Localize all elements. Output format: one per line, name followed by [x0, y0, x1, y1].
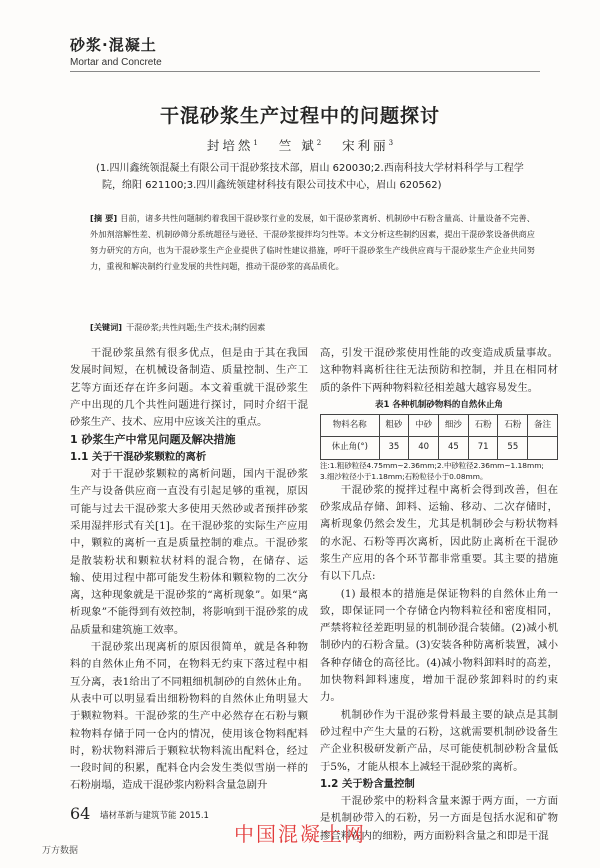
table-header-row — [321, 415, 558, 437]
author-name: 封培然 — [206, 138, 254, 153]
table-header-cell: 中砂 — [409, 415, 439, 437]
table-header-cell: 细沙 — [439, 415, 469, 437]
table-cell: 71 — [468, 437, 498, 459]
table-note — [320, 460, 558, 482]
page-number: 64 — [70, 804, 91, 823]
watermark: 中国混凝土网 — [234, 822, 366, 846]
section-tag: 砂浆·混凝土 — [70, 36, 157, 54]
paragraph: 高，引发干混砂浆使用性能的改变造成质量事故。这种物料离析往往无法预防和控制，并且在相同材质的条件下两种物料粒径相差越大越容易发生。 — [320, 347, 558, 394]
journal-name: 墙材革新与建筑节能 2015.1 — [100, 811, 209, 821]
table-header-cell: 物料名称 — [321, 415, 380, 437]
table-cell: 55 — [498, 437, 528, 459]
section-subtitle: Mortar and Concrete — [70, 57, 162, 68]
left-column — [70, 345, 308, 795]
subsection-heading: 1.1 关于干混砂浆颗粒的离析 — [70, 450, 207, 463]
paragraph: 对于干混砂浆颗粒的离析问题，国内干混砂浆生产与设备供应商一直没有引起足够的重视，原因可能与过去干混砂浆大多使用天然砂或者预拌砂浆采用湿拌形式有关[1]。在干混砂浆的实际生产应用中，颗粒的离析一直是质量控制的难点。干混砂浆是散装粉状和颗粒状材料的混合物，在储存、运输、使用过程中都可能发生粉体和颗粒物的二次分离，这种现象就是干混砂浆的“离析现象”。如果“离析现象”不能得到有效控制，将影响到干混砂浆的成品质量和建筑施工效率。 — [70, 468, 308, 636]
table-header-cell: 石粉 — [498, 415, 528, 437]
keywords-text: 干混砂浆;共性问题;生产技术;制约因素 — [126, 322, 266, 332]
author-sup: 3 — [388, 138, 394, 147]
paragraph: 机制砂作为干混砂浆骨料最主要的缺点是其制砂过程中产生大量的石粉，这就需要机制砂设备生产企业积极研发新产品，尽可能使机制砂粉含量低于5%，才能从根本上减轻干混砂浆的离析。 — [320, 708, 558, 773]
keywords-label: [关键词] — [90, 322, 123, 332]
affiliation: (1.四川鑫统领混凝土有限公司干混砂浆技术部，眉山 620030;2.西南科技大学材料科学与工程学院，绵阳 621100;3.四川鑫统领建材科技有限公司技术中心，眉山 620562) — [96, 163, 524, 191]
paragraph: (1) 最根本的措施是保证物料的自然休止角一致，即保证同一个存储仓内物料粒径和密度相同，严禁将粒径差距明显的机制砂混合装储。(2)减小机制砂内的石粉含量。(3)安装各种防离析装置，减小各种存储仓的高径比。(4)减小物料卸料时的高差，加快物料卸料速度，增加干混砂浆卸料时的约束力。 — [320, 587, 558, 704]
keywords — [90, 322, 535, 333]
paragraph: 干混砂浆的搅拌过程中离析会得到改善，但在砂浆成品存储、卸料、运输、移动、二次存储时，离析现象仍然会发生，尤其是机制砂会与粉状物料的水泥、石粉等再次离析，因此防止离析在干混砂浆生产应用的各个环节都非常重要。其主要的措施有以下几点: — [320, 483, 558, 583]
header-rule — [70, 71, 540, 72]
abstract-label: [摘 要] — [90, 213, 118, 223]
author-line — [0, 136, 600, 154]
table-note-line: 3.细沙粒径小于1.18mm;石粉粒径小于0.08mm。 — [320, 471, 488, 481]
paragraph: 干混砂浆虽然有很多优点，但是由于其在我国发展时间短，在机械设备制造、质量控制、生产工艺等方面还存在许多问题。本文着重就干混砂浆生产中出现的几个共性问题进行探讨，同时介绍干混砂浆生产、技术、应用中应该关注的重点。 — [70, 347, 308, 429]
author-sup: 1 — [253, 138, 258, 147]
table-cell: 40 — [409, 437, 439, 459]
table-cell-empty — [528, 437, 558, 459]
paragraph: 干混砂浆中的粉料含量来源于两方面，一方面是机制砂带入的石粉，另一方面是包括水泥和矿物掺合料在内的细粉，两方面粉料含量之和即是干混 — [320, 795, 558, 842]
article-title: 干混砂浆生产过程中的问题探讨 — [159, 105, 440, 127]
data-table — [320, 414, 558, 460]
table-header-cell: 石粉 — [468, 415, 498, 437]
table-note-line: 注:1.粗砂粒径4.75mm~2.36mm;2.中砂粒径2.36mm~1.18mm; — [320, 460, 544, 470]
author-sup: 2 — [316, 138, 322, 147]
abstract-text: 目前，诸多共性问题制约着我国干混砂浆行业的发展，如干混砂浆离析、机制砂中石粉含量高、计量设备不完善、外加剂溶解性差、机制砂筛分系统超径与逊径、干混砂浆搅拌均匀性等。本文分析这些制约因素，提出干混砂浆设备供商应努力研究的方向，也为干混砂浆生产企业提供了临时性建议措施，呼吁干混砂浆生产线供应商与干混砂浆生产企业共同努力，重视和解决制约行业发展的共性问题，推动干混砂浆的高品质化。 — [90, 213, 535, 271]
abstract — [90, 210, 535, 274]
table-row-label: 休止角(°) — [321, 437, 380, 459]
author-name: 竺 斌 — [278, 138, 317, 153]
table-header-cell: 备注 — [528, 415, 558, 437]
table-header-cell: 粗砂 — [379, 415, 409, 437]
source-label: 万方数据 — [42, 846, 79, 856]
right-column — [320, 345, 558, 845]
table-row — [321, 437, 558, 459]
table-cell: 45 — [439, 437, 469, 459]
table-cell: 35 — [379, 437, 409, 459]
paragraph: 干混砂浆出现离析的原因很简单，就是各种物料的自然休止角不同，在物料无约束下落过程中相互分离，表1给出了不同粗细机制砂的自然休止角。从表中可以明显看出细粉物料的自然休止角明显大于颗粒物料。干混砂浆的生产中必然存在石粉与颗粒物料存储于同一仓内的情况，使用该仓物料配料时，粉状物料滞后于颗粒状物料流出配料仓，经过一段时间的积累，配料仓内会发生类似雪崩一样的石粉崩塌，造成干混砂浆内粉料含量急剧升 — [70, 641, 308, 792]
author-name: 宋利丽 — [342, 138, 389, 153]
section-heading: 1 砂浆生产中常见问题及解决措施 — [70, 433, 236, 447]
subsection-heading: 1.2 关于粉含量控制 — [320, 777, 415, 790]
table-caption: 表1 各种机制砂物料的自然休止角 — [375, 399, 503, 410]
